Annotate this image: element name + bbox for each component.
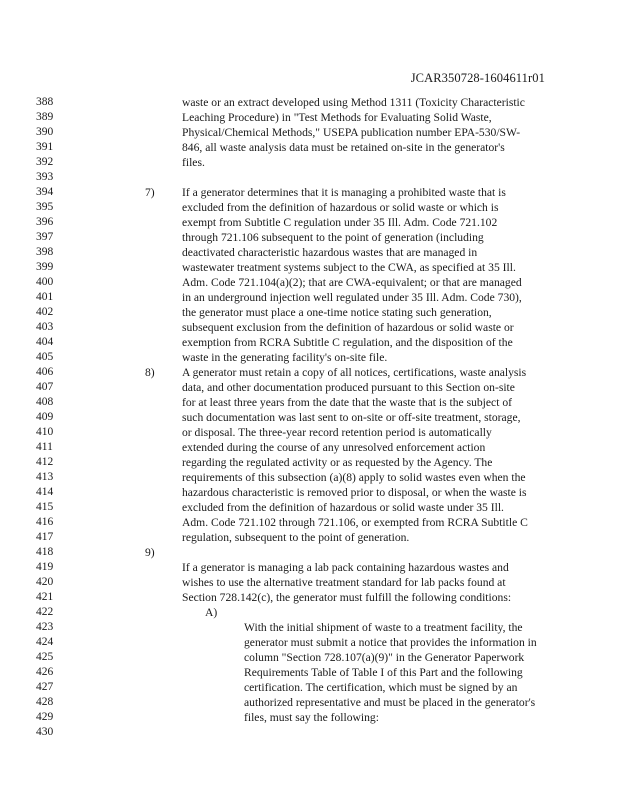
line-number: 422 [36, 606, 54, 618]
line-number: 418 [36, 546, 54, 558]
line-number: 425 [36, 651, 54, 663]
item-marker-8: 8) [145, 366, 155, 379]
text-line: or disposal. The three-year record retention period is automatically [182, 426, 492, 439]
text-line: If a generator is managing a lab pack containing hazardous wastes and [182, 561, 509, 574]
text-line: hazardous characteristic is removed prior to disposal, or when the waste is [182, 486, 527, 499]
line-number: 391 [36, 141, 54, 153]
line-number: 407 [36, 381, 54, 393]
text-line: certification. The certification, which must be signed by an [244, 681, 518, 694]
line-number: 401 [36, 291, 54, 303]
line-number: 403 [36, 321, 54, 333]
line-number: 402 [36, 306, 54, 318]
text-line: files, must say the following: [244, 711, 379, 724]
line-number: 417 [36, 531, 54, 543]
text-line: excluded from the definition of hazardous or solid waste or which is [182, 201, 499, 214]
text-line: files. [182, 156, 205, 169]
line-number: 399 [36, 261, 54, 273]
text-line: With the initial shipment of waste to a treatment facility, the [244, 621, 523, 634]
text-line: exempt from Subtitle C regulation under 35 Ill. Adm. Code 721.102 [182, 216, 498, 229]
line-number: 412 [36, 456, 54, 468]
text-line: wishes to use the alternative treatment standard for lab packs found at [182, 576, 506, 589]
text-line: Adm. Code 721.102 through 721.106, or exempted from RCRA Subtitle C [182, 516, 528, 529]
line-number: 405 [36, 351, 54, 363]
line-number: 394 [36, 186, 54, 198]
text-line: generator must submit a notice that provides the information in [244, 636, 537, 649]
item-marker-7: 7) [145, 186, 155, 199]
text-line: excluded from the definition of hazardous or solid waste under 35 Ill. [182, 501, 504, 514]
text-line: requirements of this subsection (a)(8) apply to solid wastes even when the [182, 471, 526, 484]
text-line: column "Section 728.107(a)(9)" in the Generator Paperwork [244, 651, 525, 664]
text-line: regarding the regulated activity or as requested by the Agency. The [182, 456, 493, 469]
line-number: 428 [36, 696, 54, 708]
text-line: waste or an extract developed using Method 1311 (Toxicity Characteristic [182, 96, 525, 109]
line-number: 423 [36, 621, 54, 633]
text-line: If a generator determines that it is managing a prohibited waste that is [182, 186, 506, 199]
text-line: deactivated characteristic hazardous wastes that are managed in [182, 246, 478, 259]
line-number: 395 [36, 201, 54, 213]
line-number: 429 [36, 711, 54, 723]
line-number: 398 [36, 246, 54, 258]
line-number: 388 [36, 96, 54, 108]
text-line: A generator must retain a copy of all notices, certifications, waste analysis [182, 366, 527, 379]
line-number: 421 [36, 591, 54, 603]
line-number: 419 [36, 561, 54, 573]
line-number: 411 [36, 441, 53, 453]
text-line: exemption from RCRA Subtitle C regulation, and the disposition of the [182, 336, 513, 349]
text-line: Leaching Procedure) in "Test Methods for Evaluating Solid Waste, [182, 111, 492, 124]
line-number: 420 [36, 576, 54, 588]
line-number: 393 [36, 171, 54, 183]
text-line: Section 728.142(c), the generator must fulfill the following conditions: [182, 591, 512, 604]
line-number: 416 [36, 516, 54, 528]
text-line: for at least three years from the date that the waste that is the subject of [182, 396, 512, 409]
text-line: 846, all waste analysis data must be retained on-site in the generator's [182, 141, 505, 154]
line-number: 389 [36, 111, 54, 123]
line-number: 427 [36, 681, 54, 693]
text-line: waste in the generating facility's on-site file. [182, 351, 388, 364]
line-number: 424 [36, 636, 54, 648]
line-number: 406 [36, 366, 54, 378]
line-number: 413 [36, 471, 54, 483]
text-line: the generator must place a one-time notice stating such generation, [182, 306, 492, 319]
line-number: 426 [36, 666, 54, 678]
text-line: Adm. Code 721.104(a)(2); that are CWA-equivalent; or that are managed [182, 276, 522, 289]
line-number: 415 [36, 501, 54, 513]
text-line: Physical/Chemical Methods," USEPA publication number EPA-530/SW- [182, 126, 521, 139]
text-line: authorized representative and must be placed in the generator's [244, 696, 536, 709]
text-line: through 721.106 subsequent to the point of generation (including [182, 231, 484, 244]
line-number: 396 [36, 216, 54, 228]
line-number: 409 [36, 411, 54, 423]
line-number: 390 [36, 126, 54, 138]
text-line: Requirements Table of Table I of this Part and the following [244, 666, 523, 679]
text-line: data, and other documentation produced pursuant to this Section on-site [182, 381, 515, 394]
item-marker-A: A) [205, 606, 218, 619]
line-number: 414 [36, 486, 54, 498]
line-number: 430 [36, 726, 54, 738]
text-line: regulation, subsequent to the point of generation. [182, 531, 410, 544]
document-id: JCAR350728-1604611r01 [410, 71, 545, 85]
line-number: 404 [36, 336, 54, 348]
text-line: wastewater treatment systems subject to the CWA, as specified at 35 Ill. [182, 261, 516, 274]
text-line: such documentation was last sent to on-site or off-site treatment, storage, [182, 411, 521, 424]
line-number: 392 [36, 156, 54, 168]
line-number: 408 [36, 396, 54, 408]
text-line: in an underground injection well regulated under 35 Ill. Adm. Code 730), [182, 291, 522, 304]
line-number: 410 [36, 426, 54, 438]
text-line: subsequent exclusion from the definition of hazardous or solid waste or [182, 321, 514, 334]
line-number: 400 [36, 276, 54, 288]
line-number: 397 [36, 231, 54, 243]
text-line: extended during the course of any unresolved enforcement action [182, 441, 486, 454]
item-marker-9: 9) [145, 546, 155, 559]
